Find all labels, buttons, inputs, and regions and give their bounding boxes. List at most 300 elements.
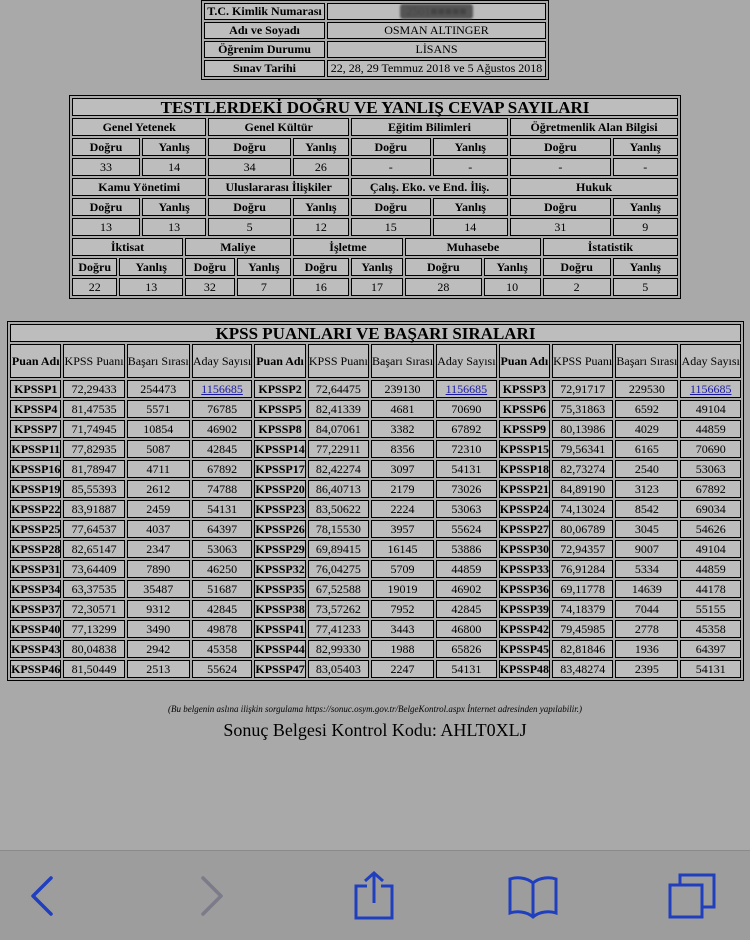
test-name: Eğitim Bilimleri (351, 118, 508, 136)
yanlis-value: 17 (351, 278, 403, 296)
aday-sayisi: 53063 (680, 460, 741, 478)
aday-sayisi: 44859 (680, 420, 741, 438)
aday-sayisi: 55155 (680, 600, 741, 618)
kpss-puani: 83,48274 (552, 660, 613, 678)
basari-sirasi: 254473 (127, 380, 190, 398)
puan-adi: KPSSP27 (499, 520, 550, 538)
basari-sirasi: 2942 (127, 640, 190, 658)
column-header: Aday Sayısı (192, 344, 253, 378)
kpss-puani: 72,29433 (63, 380, 124, 398)
puan-adi: KPSSP34 (10, 580, 61, 598)
dogru-value: 13 (72, 218, 140, 236)
basari-sirasi: 9312 (127, 600, 190, 618)
dogru-label: Doğru (510, 138, 611, 156)
kpss-puani: 78,15530 (308, 520, 369, 538)
puan-adi: KPSSP8 (254, 420, 305, 438)
aday-sayisi: 55624 (192, 660, 253, 678)
kpss-puani: 81,78947 (63, 460, 124, 478)
column-header: KPSS Puanı (308, 344, 369, 378)
dogru-value: 15 (351, 218, 431, 236)
kpss-puani: 83,91887 (63, 500, 124, 518)
table-row (10, 380, 741, 398)
aday-sayisi-cell (192, 380, 253, 398)
table-row (72, 278, 678, 296)
table-row (10, 324, 741, 342)
aday-sayisi: 53063 (192, 540, 253, 558)
kpss-title: KPSS PUANLARI VE BAŞARI SIRALARI (10, 324, 741, 342)
yanlis-label: Yanlış (433, 198, 508, 216)
control-code: Sonuç Belgesi Kontrol Kodu: AHLT0XLJ (223, 720, 527, 740)
aday-sayisi: 70690 (436, 400, 497, 418)
table-row (10, 540, 741, 558)
aday-sayisi-cell (436, 380, 497, 398)
puan-adi: KPSSP16 (10, 460, 61, 478)
column-header: Puan Adı (10, 344, 61, 378)
info-row (204, 3, 546, 20)
dogru-label: Doğru (208, 198, 290, 216)
column-header: Puan Adı (254, 344, 305, 378)
kpss-puani: 83,50622 (308, 500, 369, 518)
kpss-puani: 73,57262 (308, 600, 369, 618)
table-row (10, 600, 741, 618)
yanlis-value: 14 (142, 158, 206, 176)
table-row (10, 344, 741, 378)
info-row (204, 22, 546, 39)
kpss-puani: 80,06789 (552, 520, 613, 538)
dogru-label: Doğru (510, 198, 611, 216)
masked-id-number: 2501■■■■■ (400, 4, 472, 19)
puan-adi: KPSSP15 (499, 440, 550, 458)
kpss-puani: 72,30571 (63, 600, 124, 618)
dogru-value: 34 (208, 158, 290, 176)
basari-sirasi: 4029 (615, 420, 678, 438)
basari-sirasi: 7890 (127, 560, 190, 578)
basari-sirasi: 4711 (127, 460, 190, 478)
puan-adi: KPSSP40 (10, 620, 61, 638)
basari-sirasi: 3097 (371, 460, 434, 478)
kpss-puani: 86,40713 (308, 480, 369, 498)
dogru-value: 31 (510, 218, 611, 236)
basari-sirasi: 8356 (371, 440, 434, 458)
basari-sirasi: 2224 (371, 500, 434, 518)
dogru-label: Doğru (543, 258, 611, 276)
kpss-scores-table (7, 321, 744, 681)
info-value (327, 3, 546, 20)
puan-adi: KPSSP19 (10, 480, 61, 498)
column-header: KPSS Puanı (63, 344, 124, 378)
basari-sirasi: 2513 (127, 660, 190, 678)
puan-adi: KPSSP9 (499, 420, 550, 438)
yanlis-value: 14 (433, 218, 508, 236)
table-row (10, 580, 741, 598)
puan-adi: KPSSP47 (254, 660, 305, 678)
column-header: KPSS Puanı (552, 344, 613, 378)
table-row (10, 480, 741, 498)
basari-sirasi: 2347 (127, 540, 190, 558)
puan-adi: KPSSP48 (499, 660, 550, 678)
puan-adi: KPSSP14 (254, 440, 305, 458)
kpss-puani: 74,18379 (552, 600, 613, 618)
basari-sirasi: 2778 (615, 620, 678, 638)
table-row (10, 400, 741, 418)
yanlis-label: Yanlış (613, 258, 678, 276)
dogru-label: Doğru (72, 138, 140, 156)
puan-adi: KPSSP7 (10, 420, 61, 438)
yanlis-label: Yanlış (351, 258, 403, 276)
yanlis-label: Yanlış (613, 138, 678, 156)
column-header: Başarı Sırası (127, 344, 190, 378)
kpss-puani: 79,45985 (552, 620, 613, 638)
aday-sayisi-link[interactable]: 1156685 (689, 381, 732, 396)
aday-sayisi: 51687 (192, 580, 253, 598)
test-name: Hukuk (510, 178, 678, 196)
dogru-value: 22 (72, 278, 117, 296)
aday-sayisi: 45358 (680, 620, 741, 638)
aday-sayisi-link[interactable]: 1156685 (201, 381, 243, 396)
yanlis-label: Yanlış (433, 138, 508, 156)
test-results-table (69, 95, 681, 299)
table-row (10, 460, 741, 478)
test-name: İşletme (293, 238, 403, 256)
aday-sayisi: 67892 (680, 480, 741, 498)
dogru-label: Doğru (185, 258, 235, 276)
test-name: Genel Yetenek (72, 118, 206, 136)
puan-adi: KPSSP18 (499, 460, 550, 478)
table-row (10, 440, 741, 458)
test-name: Genel Kültür (208, 118, 349, 136)
yanlis-value: - (433, 158, 508, 176)
dogru-label: Doğru (72, 198, 140, 216)
yanlis-value: 13 (119, 278, 183, 296)
info-value: LİSANS (327, 41, 546, 58)
basari-sirasi: 10854 (127, 420, 190, 438)
kpss-puani: 77,64537 (63, 520, 124, 538)
test-name: İktisat (72, 238, 183, 256)
puan-adi: KPSSP23 (254, 500, 305, 518)
column-header: Başarı Sırası (615, 344, 678, 378)
column-header: Aday Sayısı (680, 344, 741, 378)
puan-adi: KPSSP39 (499, 600, 550, 618)
kpss-puani: 76,91284 (552, 560, 613, 578)
aday-sayisi: 53886 (436, 540, 497, 558)
table-row (10, 420, 741, 438)
kpss-puani: 84,07061 (308, 420, 369, 438)
basari-sirasi: 3382 (371, 420, 434, 438)
kpss-puani: 82,99330 (308, 640, 369, 658)
column-header: Başarı Sırası (371, 344, 434, 378)
table-row (72, 118, 678, 136)
basari-sirasi: 16145 (371, 540, 434, 558)
share-button[interactable] (349, 871, 399, 921)
basari-sirasi: 1988 (371, 640, 434, 658)
puan-adi: KPSSP38 (254, 600, 305, 618)
test-name: Öğretmenlik Alan Bilgisi (510, 118, 678, 136)
aday-sayisi: 44859 (680, 560, 741, 578)
basari-sirasi: 2179 (371, 480, 434, 498)
dogru-value: - (510, 158, 611, 176)
puan-adi: KPSSP11 (10, 440, 61, 458)
kpss-puani: 67,52588 (308, 580, 369, 598)
kpss-puani: 71,74945 (63, 420, 124, 438)
basari-sirasi: 8542 (615, 500, 678, 518)
basari-sirasi: 229530 (615, 380, 678, 398)
aday-sayisi: 55624 (436, 520, 497, 538)
aday-sayisi: 46902 (436, 580, 497, 598)
puan-adi: KPSSP2 (254, 380, 305, 398)
kpss-puani: 72,94357 (552, 540, 613, 558)
puan-adi: KPSSP33 (499, 560, 550, 578)
info-label: Sınav Tarihi (204, 60, 325, 77)
dogru-value: 32 (185, 278, 235, 296)
table-row (72, 98, 678, 116)
column-header: Puan Adı (499, 344, 550, 378)
aday-sayisi: 54131 (680, 660, 741, 678)
kpss-puani: 77,82935 (63, 440, 124, 458)
forward-button[interactable] (186, 871, 236, 921)
table-row (10, 620, 741, 638)
dogru-value: - (351, 158, 431, 176)
puan-adi: KPSSP45 (499, 640, 550, 658)
info-label: Adı ve Soyadı (204, 22, 325, 39)
basari-sirasi: 2612 (127, 480, 190, 498)
basari-sirasi: 35487 (127, 580, 190, 598)
dogru-value: 33 (72, 158, 140, 176)
kpss-puani: 80,04838 (63, 640, 124, 658)
puan-adi: KPSSP30 (499, 540, 550, 558)
puan-adi: KPSSP24 (499, 500, 550, 518)
info-row (204, 41, 546, 58)
verification-note: (Bu belgenin aslına ilişkin sorgulama https://sonuc.osym.gov.tr/BelgeKontrol.aspx İnternet adresinden yapılabilir.) (167, 704, 583, 714)
tabs-button[interactable] (668, 871, 718, 921)
dogru-value: 2 (543, 278, 611, 296)
test-name: Maliye (185, 238, 291, 256)
aday-sayisi: 42845 (436, 600, 497, 618)
kpss-puani: 81,47535 (63, 400, 124, 418)
dogru-label: Doğru (293, 258, 349, 276)
aday-sayisi-cell (680, 380, 741, 398)
table-row (72, 218, 678, 236)
yanlis-value: 12 (293, 218, 349, 236)
basari-sirasi: 3123 (615, 480, 678, 498)
forward-icon (186, 871, 236, 921)
tests-title: TESTLERDEKİ DOĞRU VE YANLIŞ CEVAP SAYILARI (72, 98, 678, 116)
kpss-puani: 72,91717 (552, 380, 613, 398)
kpss-puani: 73,64409 (63, 560, 124, 578)
puan-adi: KPSSP29 (254, 540, 305, 558)
aday-sayisi: 76785 (192, 400, 253, 418)
browser-toolbar (0, 850, 750, 940)
bookmarks-button[interactable] (508, 871, 558, 921)
kpss-puani: 84,89190 (552, 480, 613, 498)
kpss-puani: 75,31863 (552, 400, 613, 418)
yanlis-label: Yanlış (237, 258, 291, 276)
aday-sayisi: 72310 (436, 440, 497, 458)
puan-adi: KPSSP25 (10, 520, 61, 538)
aday-sayisi: 42845 (192, 440, 253, 458)
aday-sayisi: 69034 (680, 500, 741, 518)
basari-sirasi: 3957 (371, 520, 434, 538)
aday-sayisi: 44859 (436, 560, 497, 578)
puan-adi: KPSSP41 (254, 620, 305, 638)
table-row (10, 520, 741, 538)
aday-sayisi: 49104 (680, 540, 741, 558)
dogru-label: Doğru (351, 138, 431, 156)
back-button[interactable] (18, 871, 68, 921)
basari-sirasi: 9007 (615, 540, 678, 558)
kpss-puani: 82,41339 (308, 400, 369, 418)
puan-adi: KPSSP46 (10, 660, 61, 678)
table-row (72, 138, 678, 156)
kpss-puani: 69,11778 (552, 580, 613, 598)
aday-sayisi-link[interactable]: 1156685 (445, 381, 488, 396)
info-label: T.C. Kimlik Numarası (204, 3, 325, 20)
basari-sirasi: 4681 (371, 400, 434, 418)
table-row (72, 158, 678, 176)
puan-adi: KPSSP4 (10, 400, 61, 418)
puan-adi: KPSSP17 (254, 460, 305, 478)
puan-adi: KPSSP5 (254, 400, 305, 418)
yanlis-value: 9 (613, 218, 678, 236)
aday-sayisi: 74788 (192, 480, 253, 498)
table-row (72, 258, 678, 276)
kpss-puani: 77,22911 (308, 440, 369, 458)
dogru-label: Doğru (208, 138, 290, 156)
kpss-puani: 82,81846 (552, 640, 613, 658)
aday-sayisi: 49878 (192, 620, 253, 638)
aday-sayisi: 46250 (192, 560, 253, 578)
dogru-label: Doğru (351, 198, 431, 216)
aday-sayisi: 64397 (192, 520, 253, 538)
kpss-puani: 77,41233 (308, 620, 369, 638)
table-row (72, 178, 678, 196)
puan-adi: KPSSP36 (499, 580, 550, 598)
aday-sayisi: 70690 (680, 440, 741, 458)
aday-sayisi: 54626 (680, 520, 741, 538)
puan-adi: KPSSP1 (10, 380, 61, 398)
yanlis-value: 10 (484, 278, 541, 296)
test-name: Uluslararası İlişkiler (208, 178, 349, 196)
basari-sirasi: 2540 (615, 460, 678, 478)
yanlis-value: 13 (142, 218, 206, 236)
puan-adi: KPSSP42 (499, 620, 550, 638)
kpss-puani: 81,50449 (63, 660, 124, 678)
test-name: Çalış. Eko. ve End. İliş. (351, 178, 508, 196)
puan-adi: KPSSP20 (254, 480, 305, 498)
kpss-puani: 82,42274 (308, 460, 369, 478)
puan-adi: KPSSP28 (10, 540, 61, 558)
puan-adi: KPSSP35 (254, 580, 305, 598)
dogru-label: Doğru (72, 258, 117, 276)
aday-sayisi: 67892 (192, 460, 253, 478)
test-name: Kamu Yönetimi (72, 178, 206, 196)
puan-adi: KPSSP31 (10, 560, 61, 578)
aday-sayisi: 44178 (680, 580, 741, 598)
puan-adi: KPSSP22 (10, 500, 61, 518)
share-icon (349, 871, 399, 921)
aday-sayisi: 73026 (436, 480, 497, 498)
basari-sirasi: 5334 (615, 560, 678, 578)
kpss-puani: 79,56341 (552, 440, 613, 458)
aday-sayisi: 54131 (192, 500, 253, 518)
table-row (10, 560, 741, 578)
tabs-icon (668, 871, 718, 921)
basari-sirasi: 2247 (371, 660, 434, 678)
kpss-puani: 85,55393 (63, 480, 124, 498)
table-row (10, 660, 741, 678)
puan-adi: KPSSP21 (499, 480, 550, 498)
kpss-puani: 83,05403 (308, 660, 369, 678)
dogru-value: 28 (405, 278, 481, 296)
yanlis-value: 26 (293, 158, 349, 176)
info-value: OSMAN ALTINGER (327, 22, 546, 39)
column-header: Aday Sayısı (436, 344, 497, 378)
aday-sayisi: 46800 (436, 620, 497, 638)
yanlis-label: Yanlış (142, 198, 206, 216)
yanlis-value: 7 (237, 278, 291, 296)
kpss-puani: 77,13299 (63, 620, 124, 638)
basari-sirasi: 2459 (127, 500, 190, 518)
table-row (10, 640, 741, 658)
aday-sayisi: 46902 (192, 420, 253, 438)
aday-sayisi: 45358 (192, 640, 253, 658)
yanlis-label: Yanlış (293, 198, 349, 216)
yanlis-label: Yanlış (119, 258, 183, 276)
bookmarks-icon (508, 871, 558, 921)
table-row (72, 198, 678, 216)
basari-sirasi: 3490 (127, 620, 190, 638)
basari-sirasi: 6592 (615, 400, 678, 418)
basari-sirasi: 7952 (371, 600, 434, 618)
yanlis-label: Yanlış (142, 138, 206, 156)
puan-adi: KPSSP37 (10, 600, 61, 618)
basari-sirasi: 7044 (615, 600, 678, 618)
yanlis-label: Yanlış (484, 258, 541, 276)
table-row (72, 238, 678, 256)
candidate-info-table (201, 0, 549, 80)
aday-sayisi: 65826 (436, 640, 497, 658)
yanlis-value: - (613, 158, 678, 176)
kpss-puani: 72,64475 (308, 380, 369, 398)
basari-sirasi: 6165 (615, 440, 678, 458)
yanlis-label: Yanlış (293, 138, 349, 156)
table-row (10, 500, 741, 518)
yanlis-value: 5 (613, 278, 678, 296)
aday-sayisi: 53063 (436, 500, 497, 518)
basari-sirasi: 19019 (371, 580, 434, 598)
kpss-puani: 82,65147 (63, 540, 124, 558)
aday-sayisi: 64397 (680, 640, 741, 658)
puan-adi: KPSSP43 (10, 640, 61, 658)
dogru-value: 5 (208, 218, 290, 236)
dogru-label: Doğru (405, 258, 481, 276)
back-icon (18, 871, 68, 921)
basari-sirasi: 3443 (371, 620, 434, 638)
basari-sirasi: 2395 (615, 660, 678, 678)
aday-sayisi: 49104 (680, 400, 741, 418)
aday-sayisi: 54131 (436, 460, 497, 478)
dogru-value: 16 (293, 278, 349, 296)
kpss-puani: 82,73274 (552, 460, 613, 478)
basari-sirasi: 5087 (127, 440, 190, 458)
test-name: Muhasebe (405, 238, 541, 256)
basari-sirasi: 3045 (615, 520, 678, 538)
puan-adi: KPSSP44 (254, 640, 305, 658)
kpss-puani: 76,04275 (308, 560, 369, 578)
test-name: İstatistik (543, 238, 678, 256)
puan-adi: KPSSP32 (254, 560, 305, 578)
info-value: 22, 28, 29 Temmuz 2018 ve 5 Ağustos 2018 (327, 60, 546, 77)
basari-sirasi: 1936 (615, 640, 678, 658)
